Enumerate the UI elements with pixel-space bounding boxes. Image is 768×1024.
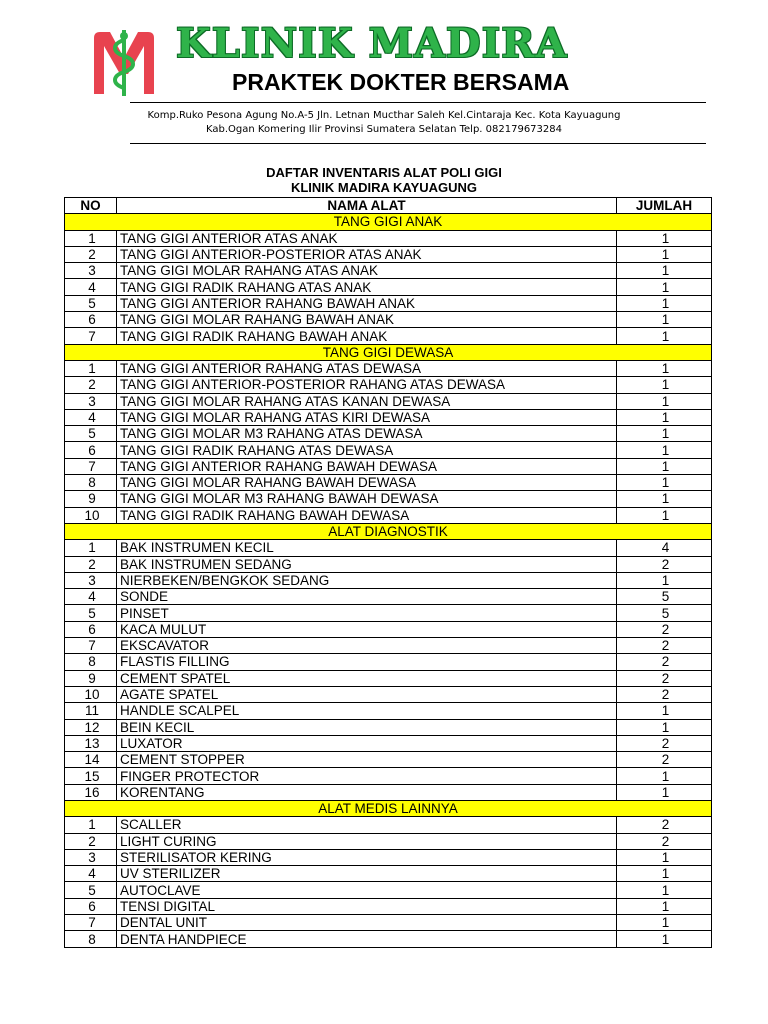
item-quantity: 1 — [617, 849, 712, 865]
table-row — [65, 458, 712, 474]
item-quantity: 1 — [617, 295, 712, 311]
row-number: 2 — [65, 377, 117, 393]
row-number: 4 — [65, 866, 117, 882]
table-row — [65, 621, 712, 637]
item-name: KACA MULUT — [117, 621, 617, 637]
item-name: BEIN KECIL — [117, 719, 617, 735]
item-quantity: 1 — [617, 426, 712, 442]
table-row — [65, 409, 712, 425]
table-row — [65, 833, 712, 849]
item-name: LUXATOR — [117, 735, 617, 751]
item-quantity: 1 — [617, 279, 712, 295]
item-name: SCALLER — [117, 817, 617, 833]
item-name: KORENTANG — [117, 784, 617, 800]
row-number: 10 — [65, 507, 117, 523]
item-quantity: 1 — [617, 442, 712, 458]
row-number: 5 — [65, 882, 117, 898]
row-number: 4 — [65, 409, 117, 425]
document-title: DAFTAR INVENTARIS ALAT POLI GIGI — [266, 165, 502, 180]
row-number: 13 — [65, 735, 117, 751]
item-name: LIGHT CURING — [117, 833, 617, 849]
table-row — [65, 768, 712, 784]
table-row — [65, 866, 712, 882]
section-title: ALAT MEDIS LAINNYA — [65, 800, 712, 816]
clinic-subtitle: PRAKTEK DOKTER BERSAMA — [232, 69, 570, 95]
item-quantity: 2 — [617, 670, 712, 686]
item-name: TANG GIGI ANTERIOR RAHANG BAWAH ANAK — [117, 295, 617, 311]
item-quantity: 2 — [617, 833, 712, 849]
row-number: 14 — [65, 752, 117, 768]
item-name: AUTOCLAVE — [117, 882, 617, 898]
column-header-no: NO — [65, 198, 117, 214]
table-row — [65, 686, 712, 702]
item-quantity: 2 — [617, 556, 712, 572]
item-quantity: 1 — [617, 475, 712, 491]
section-header-row — [65, 344, 712, 360]
item-quantity: 5 — [617, 605, 712, 621]
row-number: 7 — [65, 638, 117, 654]
row-number: 5 — [65, 295, 117, 311]
row-number: 5 — [65, 426, 117, 442]
item-name: TANG GIGI RADIK RAHANG BAWAH ANAK — [117, 328, 617, 344]
letterhead — [0, 0, 768, 150]
item-name: CEMENT STOPPER — [117, 752, 617, 768]
section-title: TANG GIGI DEWASA — [65, 344, 712, 360]
row-number: 3 — [65, 572, 117, 588]
row-number: 11 — [65, 703, 117, 719]
row-number: 2 — [65, 246, 117, 262]
table-row — [65, 426, 712, 442]
table-row — [65, 312, 712, 328]
item-quantity: 1 — [617, 882, 712, 898]
row-number: 3 — [65, 263, 117, 279]
row-number: 9 — [65, 670, 117, 686]
section-header-row — [65, 214, 712, 230]
table-row — [65, 556, 712, 572]
table-row — [65, 719, 712, 735]
item-quantity: 2 — [617, 621, 712, 637]
table-row — [65, 230, 712, 246]
item-quantity: 1 — [617, 915, 712, 931]
item-quantity: 2 — [617, 686, 712, 702]
item-quantity: 1 — [617, 703, 712, 719]
item-quantity: 1 — [617, 719, 712, 735]
item-name: TANG GIGI MOLAR M3 RAHANG BAWAH DEWASA — [117, 491, 617, 507]
row-number: 1 — [65, 230, 117, 246]
row-number: 16 — [65, 784, 117, 800]
item-name: TANG GIGI RADIK RAHANG ATAS DEWASA — [117, 442, 617, 458]
table-row — [65, 882, 712, 898]
row-number: 6 — [65, 312, 117, 328]
header-divider-bottom — [130, 143, 706, 144]
row-number: 7 — [65, 458, 117, 474]
row-number: 2 — [65, 556, 117, 572]
table-row — [65, 670, 712, 686]
item-quantity: 1 — [617, 784, 712, 800]
row-number: 1 — [65, 817, 117, 833]
table-row — [65, 849, 712, 865]
item-name: CEMENT SPATEL — [117, 670, 617, 686]
item-name: TANG GIGI ANTERIOR RAHANG ATAS DEWASA — [117, 360, 617, 376]
table-row — [65, 654, 712, 670]
item-quantity: 1 — [617, 312, 712, 328]
clinic-name: KLINIK MADIRA — [176, 20, 568, 67]
section-title: ALAT DIAGNOSTIK — [65, 523, 712, 539]
item-name: TANG GIGI ANTERIOR ATAS ANAK — [117, 230, 617, 246]
item-name: TANG GIGI ANTERIOR RAHANG BAWAH DEWASA — [117, 458, 617, 474]
table-row — [65, 393, 712, 409]
item-quantity: 1 — [617, 768, 712, 784]
row-number: 2 — [65, 833, 117, 849]
address-line-1: Komp.Ruko Pesona Agung No.A-5 Jln. Letnan Mucthar Saleh Kel.Cintaraja Kec. Kota Kayuagung — [147, 110, 621, 121]
item-quantity: 2 — [617, 735, 712, 751]
table-row — [65, 507, 712, 523]
item-quantity: 1 — [617, 898, 712, 914]
section-header-row — [65, 523, 712, 539]
item-quantity: 1 — [617, 328, 712, 344]
item-name: BAK INSTRUMEN KECIL — [117, 540, 617, 556]
table-row — [65, 442, 712, 458]
table-row — [65, 605, 712, 621]
table-row — [65, 817, 712, 833]
table-row — [65, 703, 712, 719]
item-name: TANG GIGI MOLAR RAHANG BAWAH ANAK — [117, 312, 617, 328]
item-quantity: 1 — [617, 409, 712, 425]
table-row — [65, 589, 712, 605]
item-quantity: 1 — [617, 393, 712, 409]
row-number: 6 — [65, 898, 117, 914]
row-number: 6 — [65, 442, 117, 458]
table-row — [65, 915, 712, 931]
table-row — [65, 491, 712, 507]
table-row — [65, 263, 712, 279]
item-name: TENSI DIGITAL — [117, 898, 617, 914]
item-quantity: 1 — [617, 263, 712, 279]
table-row — [65, 295, 712, 311]
row-number: 12 — [65, 719, 117, 735]
row-number: 3 — [65, 849, 117, 865]
item-name: TANG GIGI RADIK RAHANG BAWAH DEWASA — [117, 507, 617, 523]
item-name: STERILISATOR KERING — [117, 849, 617, 865]
header-divider-top — [130, 102, 706, 103]
inventory-body — [65, 214, 712, 947]
item-quantity: 5 — [617, 589, 712, 605]
column-header-name: NAMA ALAT — [117, 198, 617, 214]
row-number: 6 — [65, 621, 117, 637]
item-quantity: 1 — [617, 866, 712, 882]
item-name: PINSET — [117, 605, 617, 621]
inventory-table — [64, 197, 712, 948]
row-number: 9 — [65, 491, 117, 507]
item-quantity: 1 — [617, 931, 712, 947]
item-quantity: 2 — [617, 752, 712, 768]
item-quantity: 1 — [617, 572, 712, 588]
item-name: AGATE SPATEL — [117, 686, 617, 702]
item-name: FINGER PROTECTOR — [117, 768, 617, 784]
section-header-row — [65, 800, 712, 816]
table-row — [65, 638, 712, 654]
item-name: FLASTIS FILLING — [117, 654, 617, 670]
address-line-2: Kab.Ogan Komering Ilir Provinsi Sumatera Selatan Telp. 082179673284 — [206, 124, 562, 135]
row-number: 1 — [65, 360, 117, 376]
item-name: BAK INSTRUMEN SEDANG — [117, 556, 617, 572]
table-row — [65, 475, 712, 491]
document-subtitle: KLINIK MADIRA KAYUAGUNG — [290, 180, 478, 195]
item-quantity: 2 — [617, 817, 712, 833]
row-number: 7 — [65, 915, 117, 931]
item-name: TANG GIGI MOLAR RAHANG ATAS KANAN DEWASA — [117, 393, 617, 409]
item-name: TANG GIGI ANTERIOR-POSTERIOR ATAS ANAK — [117, 246, 617, 262]
table-row — [65, 735, 712, 751]
item-name: TANG GIGI ANTERIOR-POSTERIOR RAHANG ATAS DEWASA — [117, 377, 617, 393]
row-number: 4 — [65, 589, 117, 605]
item-quantity: 1 — [617, 246, 712, 262]
table-row — [65, 752, 712, 768]
table-row — [65, 540, 712, 556]
item-name: DENTA HANDPIECE — [117, 931, 617, 947]
row-number: 1 — [65, 540, 117, 556]
item-quantity: 2 — [617, 638, 712, 654]
row-number: 4 — [65, 279, 117, 295]
table-row — [65, 279, 712, 295]
item-name: TANG GIGI MOLAR RAHANG BAWAH DEWASA — [117, 475, 617, 491]
item-quantity: 1 — [617, 458, 712, 474]
column-header-qty: JUMLAH — [617, 198, 712, 214]
item-name: TANG GIGI RADIK RAHANG ATAS ANAK — [117, 279, 617, 295]
table-row — [65, 328, 712, 344]
item-name: EKSCAVATOR — [117, 638, 617, 654]
item-quantity: 1 — [617, 360, 712, 376]
table-row — [65, 931, 712, 947]
item-name: HANDLE SCALPEL — [117, 703, 617, 719]
item-name: DENTAL UNIT — [117, 915, 617, 931]
table-row — [65, 572, 712, 588]
item-quantity: 1 — [617, 507, 712, 523]
item-name: UV STERILIZER — [117, 866, 617, 882]
row-number: 8 — [65, 475, 117, 491]
item-quantity: 4 — [617, 540, 712, 556]
table-header-row — [65, 198, 712, 214]
table-row — [65, 360, 712, 376]
row-number: 15 — [65, 768, 117, 784]
item-name: SONDE — [117, 589, 617, 605]
table-row — [65, 246, 712, 262]
item-name: TANG GIGI MOLAR M3 RAHANG ATAS DEWASA — [117, 426, 617, 442]
table-row — [65, 377, 712, 393]
section-title: TANG GIGI ANAK — [65, 214, 712, 230]
row-number: 8 — [65, 654, 117, 670]
row-number: 8 — [65, 931, 117, 947]
item-quantity: 2 — [617, 654, 712, 670]
clinic-logo-icon — [88, 28, 160, 98]
row-number: 5 — [65, 605, 117, 621]
item-quantity: 1 — [617, 230, 712, 246]
item-quantity: 1 — [617, 491, 712, 507]
table-row — [65, 898, 712, 914]
row-number: 3 — [65, 393, 117, 409]
item-quantity: 1 — [617, 377, 712, 393]
item-name: NIERBEKEN/BENGKOK SEDANG — [117, 572, 617, 588]
row-number: 10 — [65, 686, 117, 702]
item-name: TANG GIGI MOLAR RAHANG ATAS KIRI DEWASA — [117, 409, 617, 425]
table-row — [65, 784, 712, 800]
row-number: 7 — [65, 328, 117, 344]
item-name: TANG GIGI MOLAR RAHANG ATAS ANAK — [117, 263, 617, 279]
